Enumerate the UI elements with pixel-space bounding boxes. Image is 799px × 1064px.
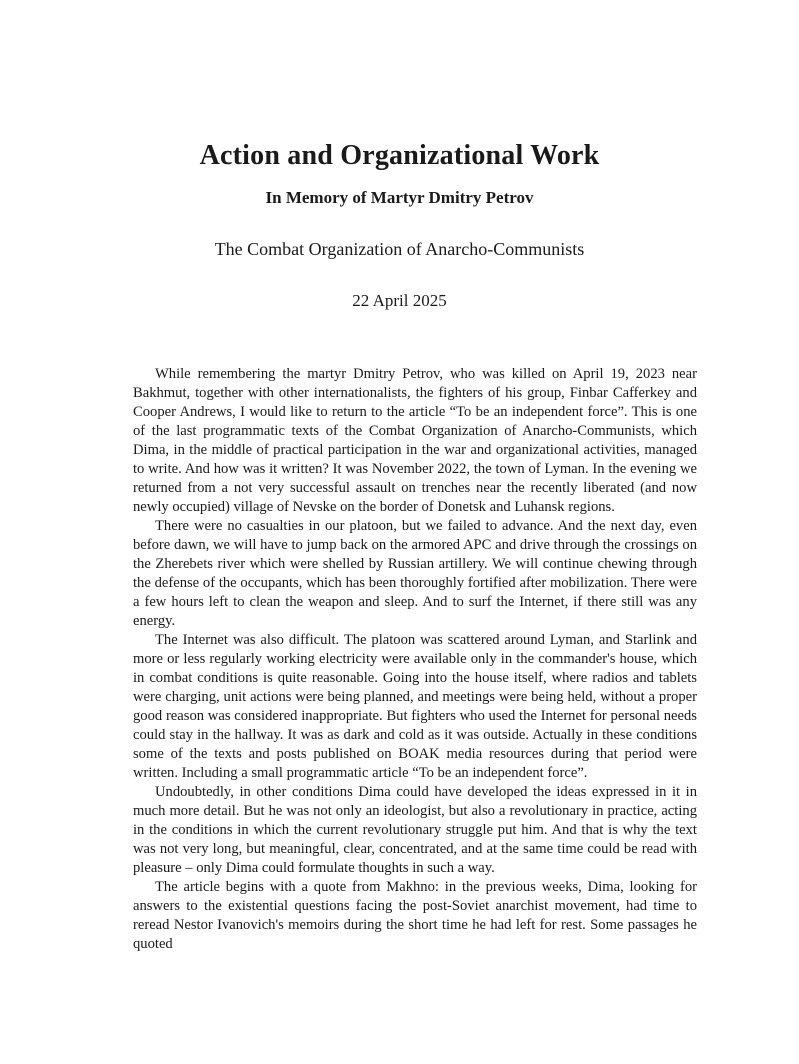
paragraph: The Internet was also difficult. The platoon was scattered around Lyman, and Starlink and more or less regularly working electricity were available only in the commander's house, which in combat conditions is quite reasonable. Going into the house itself, where radios and tablets were charging, unit actions were being planned, and meetings were being held, without a proper good reason was considered inappropriate. But fighters who used the Internet for personal needs could stay in the hallway. It was as dark and cold as it was outside. Actually in these conditions some of the texts and posts published on BOAK media resources during that period were written. Including a small programmatic article “To be an independent force”. <box>133 631 697 781</box>
paragraph: While remembering the martyr Dmitry Petrov, who was killed on April 19, 2023 near Bakhmut, together with other internationalists, the fighters of his group, Finbar Cafferkey and Cooper Andrews, I would like to return to the article “To be an independent force”. This is one of the last programmatic texts of the Combat Organization of Anarcho-Communists, which Dima, in the middle of practical participation in the war and organizational activities, managed to write. And how was it written? It was November 2022, the town of Lyman. In the evening we returned from a not very successful assault on trenches near the recently liberated (and now newly occupied) village of Nevske on the border of Donetsk and Luhansk regions. <box>133 365 697 515</box>
document-date: 22 April 2025 <box>352 291 447 311</box>
document-subtitle: In Memory of Martyr Dmitry Petrov <box>265 188 534 208</box>
paragraph: Undoubtedly, in other conditions Dima could have developed the ideas expressed in it in much more detail. But he was not only an ideologist, but also a revolutionary in practice, acting in the conditions in which the current revolutionary struggle put him. And that is why the text was not very long, but meaningful, clear, concentrated, and at the same time could be read with pleasure – only Dima could formulate thoughts in such a way. <box>133 783 697 876</box>
title-block <box>0 0 799 312</box>
document-body <box>133 365 697 954</box>
document-author: The Combat Organization of Anarcho-Communists <box>214 238 585 259</box>
document-title: Action and Organizational Work <box>199 140 600 171</box>
paragraph: The article begins with a quote from Makhno: in the previous weeks, Dima, looking for answers to the existential questions facing the post-Soviet anarchist movement, had time to reread Nestor Ivanovich's memoirs during the short time he had left for rest. Some passages he quoted <box>133 878 697 952</box>
paragraph: There were no casualties in our platoon, but we failed to advance. And the next day, even before dawn, we will have to jump back on the armored APC and drive through the crossings on the Zherebets river which were shelled by Russian artillery. We will continue chewing through the defense of the occupants, which has been thoroughly fortified after mobilization. There were a few hours left to clean the weapon and sleep. And to surf the Internet, if there still was any energy. <box>133 517 697 629</box>
